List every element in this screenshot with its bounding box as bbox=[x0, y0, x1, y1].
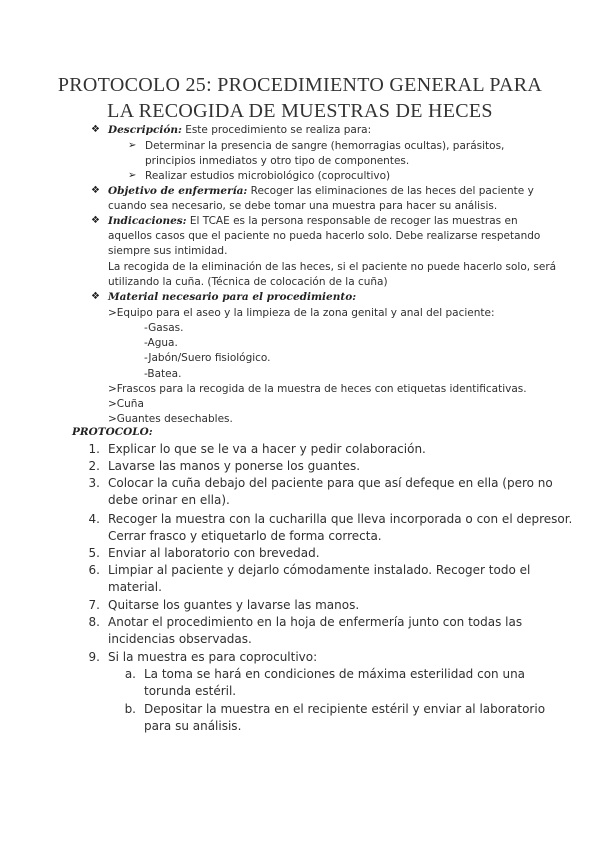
objetivo-line2: cuando sea necesario, se debe tomar una muestra para hacer su análisis. bbox=[108, 200, 498, 212]
diamond-bullet-icon: ❖ bbox=[91, 215, 100, 226]
diamond-bullet-icon: ❖ bbox=[91, 124, 100, 135]
indicaciones-line2: aquellos casos que el paciente no pueda hacerlo solo. Debe realizarse respetando bbox=[108, 230, 541, 242]
material-cuna: >Cuña bbox=[108, 398, 144, 410]
step-number: 2. bbox=[88, 459, 100, 473]
step-text-cont: debe orinar en ella). bbox=[108, 493, 230, 507]
indicaciones-text: El TCAE es la persona responsable de recoger las muestras en bbox=[189, 215, 518, 227]
step-text: Explicar lo que se le va a hacer y pedir colaboración. bbox=[108, 442, 426, 456]
objetivo-label: Objetivo de enfermería: bbox=[108, 185, 248, 197]
step-text: Enviar al laboratorio con brevedad. bbox=[108, 546, 320, 560]
indicaciones-line1 bbox=[108, 213, 518, 229]
material-item: -Batea. bbox=[144, 368, 182, 380]
substep-text-cont: torunda estéril. bbox=[144, 684, 237, 698]
descripcion-sub1-line1: Determinar la presencia de sangre (hemorragias ocultas), parásitos, bbox=[145, 140, 505, 152]
step-text: Colocar la cuña debajo del paciente para que así defeque en ella (pero no bbox=[108, 476, 553, 490]
material-frascos: >Frascos para la recogida de la muestra de heces con etiquetas identificativas. bbox=[108, 383, 527, 395]
descripcion-sub1-line2: principios inmediatos y otro tipo de componentes. bbox=[145, 155, 410, 167]
arrow-bullet-icon: ➢ bbox=[128, 140, 137, 151]
material-item: -Gasas. bbox=[144, 322, 184, 334]
substep-text: Depositar la muestra en el recipiente estéril y enviar al laboratorio bbox=[144, 702, 546, 716]
step-text-cont: material. bbox=[108, 580, 162, 594]
descripcion-text: Este procedimiento se realiza para: bbox=[185, 124, 372, 136]
descripcion-sub2: Realizar estudios microbiológico (coprocultivo) bbox=[145, 170, 391, 182]
protocolo-heading bbox=[72, 424, 153, 440]
step-number: 1. bbox=[88, 442, 100, 456]
substep-text-cont: para su análisis. bbox=[144, 719, 242, 733]
material-item: -Jabón/Suero fisiológico. bbox=[144, 352, 271, 364]
substep-letter: b. bbox=[124, 702, 136, 716]
material-equipo: >Equipo para el aseo y la limpieza de la zona genital y anal del paciente: bbox=[108, 307, 495, 319]
step-number: 8. bbox=[88, 615, 100, 629]
diamond-bullet-icon: ❖ bbox=[91, 185, 100, 196]
step-text: Quitarse los guantes y lavarse las manos. bbox=[108, 598, 360, 612]
step-text: Si la muestra es para coprocultivo: bbox=[108, 650, 318, 664]
step-text: Recoger la muestra con la cucharilla que lleva incorporada o con el depresor. bbox=[108, 512, 573, 526]
diamond-bullet-icon: ❖ bbox=[91, 291, 100, 302]
step-number: 6. bbox=[88, 563, 100, 577]
descripcion-label: Descripción: bbox=[108, 124, 182, 136]
substep-letter: a. bbox=[124, 667, 136, 681]
objetivo-line1 bbox=[108, 183, 534, 199]
substep-text: La toma se hará en condiciones de máxima esterilidad con una bbox=[144, 667, 526, 681]
step-text-cont: incidencias observadas. bbox=[108, 632, 252, 646]
step-number: 4. bbox=[88, 512, 100, 526]
indicaciones-line4: La recogida de la eliminación de las heces, si el paciente no puede hacerlo solo, será bbox=[108, 261, 557, 273]
step-number: 7. bbox=[88, 598, 100, 612]
step-number: 3. bbox=[88, 476, 100, 490]
material-label: Material necesario para el procedimiento: bbox=[108, 291, 357, 303]
indicaciones-line5: utilizando la cuña. (Técnica de colocación de la cuña) bbox=[108, 276, 388, 288]
indicaciones-line3: siempre sus intimidad. bbox=[108, 245, 228, 257]
page-title bbox=[40, 72, 560, 124]
step-text: Limpiar al paciente y dejarlo cómodamente instalado. Recoger todo el bbox=[108, 563, 531, 577]
step-text: Lavarse las manos y ponerse los guantes. bbox=[108, 459, 361, 473]
material-heading bbox=[108, 289, 356, 305]
step-number: 5. bbox=[88, 546, 100, 560]
descripcion-line bbox=[108, 122, 371, 138]
indicaciones-label: Indicaciones: bbox=[108, 215, 187, 227]
step-text-cont: Cerrar frasco y etiquetarlo de forma correcta. bbox=[108, 529, 382, 543]
title-line-1: PROTOCOLO 25: PROCEDIMIENTO GENERAL PARA bbox=[57, 74, 543, 96]
material-guantes: >Guantes desechables. bbox=[108, 413, 233, 425]
step-text: Anotar el procedimiento en la hoja de enfermería junto con todas las bbox=[108, 615, 523, 629]
title-line-2: LA RECOGIDA DE MUESTRAS DE HECES bbox=[107, 100, 493, 122]
material-item: -Agua. bbox=[144, 337, 178, 349]
arrow-bullet-icon: ➢ bbox=[128, 170, 137, 181]
step-number: 9. bbox=[88, 650, 100, 664]
protocolo-heading-text: PROTOCOLO: bbox=[72, 426, 153, 438]
objetivo-text: Recoger las eliminaciones de las heces del paciente y bbox=[250, 185, 534, 197]
